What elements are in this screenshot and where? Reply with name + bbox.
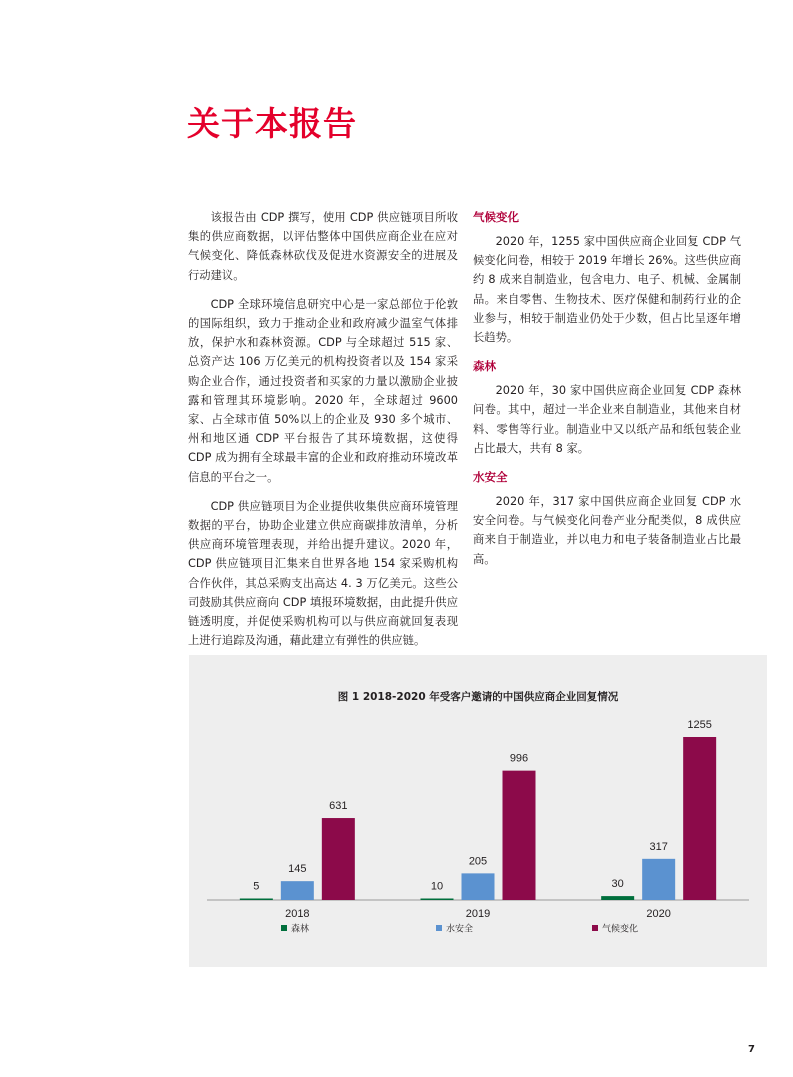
cdp-organization-paragraph: CDP 全球环境信息研究中心是一家总部位于伦敦的国际组织，致力于推动企业和政府减少温室气体排放，保护水和森林资源。CDP 与全球超过 515 家、总资产达 106 万亿美元的机构投资者以及 154 家采购企业合作，通过投资者和买家的力量以激励企业披露和管理其环境影响。2020 年，全球超过 9600 家、占全球市值 50%以上的企业及 930 多个城市、州和地区通 CDP 平台报告了其环境数据，这使得 CDP 成为拥有全球最丰富的企业和政府推动环境改革信息的平台之一。: [188, 297, 458, 484]
figure-1: [189, 655, 767, 967]
left-column: [188, 208, 458, 660]
bar-2020-气候变化: [683, 737, 716, 900]
bar-chart: [189, 655, 767, 967]
supply-chain-paragraph: CDP 供应链项目为企业提供收集供应商环境管理数据的平台，协助企业建立供应商碳排放清单，分析供应商环境管理表现，并给出提升建议。2020 年，CDP 供应链项目汇集来自世界各地 154 家采购机构合作伙伴，其总采购支出高达 4. 3 万亿美元。这些公司鼓励其供应商向 CDP 填报环境数据，由此提升供应链透明度，并促使采购机构可以与供应商就回复表现上进行追踪及沟通，藉此建立有弹性的供应链。: [188, 499, 458, 648]
data-label-2018-水安全: 145: [288, 863, 307, 876]
intro-paragraph: 该报告由 CDP 撰写，使用 CDP 供应链项目所收集的供应商数据，以评估整体中国供应商企业在应对气候变化、降低森林砍伐及促进水资源安全的进展及行动建议。: [188, 211, 458, 282]
bar-2019-气候变化: [503, 771, 536, 900]
bar-2018-气候变化: [322, 818, 355, 900]
legend-swatch-气候变化: [592, 925, 598, 931]
legend-swatch-森林: [281, 925, 287, 931]
water-paragraph: 2020 年，317 家中国供应商企业回复 CDP 水安全问卷。与气候变化问卷产业分配类似，8 成供应商来自于制造业，并以电力和电子装备制造业占比最高。: [473, 495, 741, 566]
legend-swatch-水安全: [436, 925, 442, 931]
data-label-2018-森林: 5: [253, 880, 260, 893]
bar-2018-森林: [240, 899, 273, 901]
tick-label-2019: 2019: [465, 908, 491, 920]
data-label-2020-森林: 30: [611, 878, 624, 891]
legend-label-气候变化: 气候变化: [602, 923, 639, 934]
page-number: 7: [748, 1044, 755, 1055]
bar-2020-水安全: [642, 859, 675, 900]
climate-heading: 气候变化: [473, 210, 519, 224]
bar-2020-森林: [601, 896, 634, 900]
chart-title: 图 1 2018-2020 年受客户邀请的中国供应商企业回复情况: [337, 691, 619, 703]
tick-label-2020: 2020: [646, 908, 671, 920]
data-label-2019-气候变化: 996: [509, 752, 529, 765]
data-label-2018-气候变化: 631: [329, 800, 348, 813]
data-label-2020-气候变化: 1255: [687, 719, 712, 731]
data-label-2019-森林: 10: [430, 880, 444, 893]
data-label-2020-水安全: 317: [649, 840, 668, 853]
water-heading: 水安全: [473, 470, 508, 485]
forest-paragraph: 2020 年，30 家中国供应商企业回复 CDP 森林问卷。其中，超过一半企业来自制造业，其他来自材料、零售等行业。制造业中又以纸产品和纸包装企业占比最大，共有 8 家。: [473, 384, 741, 455]
climate-paragraph: 2020 年，1255 家中国供应商企业回复 CDP 气候变化问卷，相较于 2019 年增长 26%。这些供应商约 8 成来自制造业，包含电力、电子、机械、金属制品。来自零售、生物技术、医疗保健和制药行业的企业参与，相较于制造业仍处于少数，但占比呈逐年增长趋势。: [473, 235, 741, 345]
page-title: 关于本报告: [187, 104, 357, 143]
right-column: [473, 208, 741, 579]
data-label-2019-水安全: 205: [468, 855, 488, 868]
forest-heading: 森林: [473, 359, 496, 374]
legend-label-森林: 森林: [291, 923, 310, 934]
legend-label-水安全: 水安全: [446, 923, 474, 934]
bar-2019-森林: [421, 899, 454, 901]
bar-2018-水安全: [281, 881, 314, 900]
tick-label-2018: 2018: [285, 908, 310, 920]
bar-2019-水安全: [462, 873, 495, 900]
